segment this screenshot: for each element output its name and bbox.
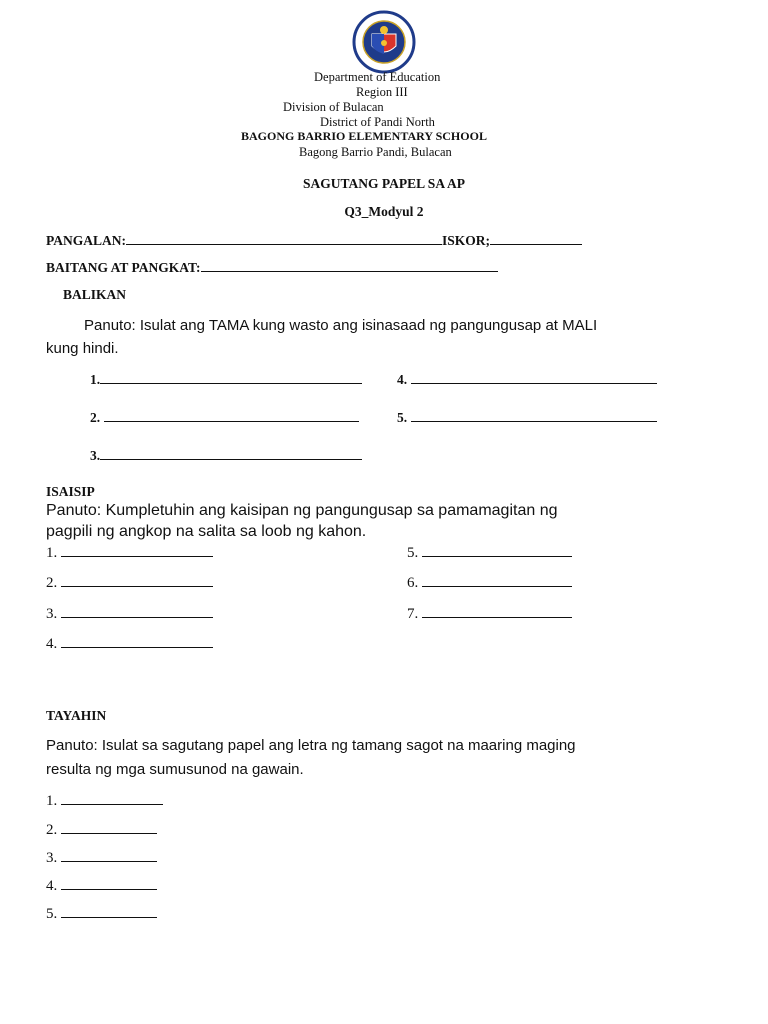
score-blank[interactable] (490, 232, 582, 245)
isaisip-item-6: 6. (407, 574, 572, 592)
grade-blank[interactable] (201, 259, 498, 272)
name-label: PANGALAN: (46, 233, 126, 248)
answer-blank[interactable] (61, 605, 213, 618)
answer-blank[interactable] (61, 821, 157, 834)
answer-blank[interactable] (61, 792, 163, 805)
isaisip-item-2: 2. (46, 574, 213, 592)
deped-seal-icon (352, 10, 416, 74)
balikan-item-3: 3. (90, 447, 362, 464)
answer-blank[interactable] (422, 544, 572, 557)
school-name: BAGONG BARRIO ELEMENTARY SCHOOL (241, 129, 487, 143)
answer-blank[interactable] (61, 877, 157, 890)
answer-blank[interactable] (411, 409, 657, 422)
tayahin-item-1: 1. (46, 792, 163, 810)
department-name: Department of Education (314, 70, 441, 84)
answer-blank[interactable] (61, 544, 213, 557)
page-title: SAGUTANG PAPEL SA AP (303, 176, 465, 191)
answer-blank[interactable] (104, 409, 359, 422)
tayahin-instruction-line2: resulta ng mga sumusunod na gawain. (46, 761, 304, 778)
tayahin-item-4: 4. (46, 877, 157, 895)
isaisip-item-4: 4. (46, 635, 213, 653)
division-name: Division of Bulacan (283, 100, 384, 114)
name-blank[interactable] (126, 232, 442, 245)
tayahin-heading: TAYAHIN (46, 708, 107, 723)
isaisip-item-1: 1. (46, 544, 213, 562)
region-name: Region III (356, 85, 408, 99)
grade-field-row (46, 259, 498, 276)
answer-blank[interactable] (61, 574, 213, 587)
tayahin-item-3: 3. (46, 849, 157, 867)
name-field-row (46, 232, 582, 249)
isaisip-item-7: 7. (407, 605, 572, 623)
answer-blank[interactable] (100, 447, 362, 460)
balikan-heading: BALIKAN (63, 287, 127, 302)
page-subtitle: Q3_Modyul 2 (344, 204, 424, 219)
tayahin-item-5: 5. (46, 905, 157, 923)
balikan-item-5: 5. (397, 409, 657, 426)
balikan-instruction-line2: kung hindi. (46, 340, 119, 357)
score-label: ISKOR; (442, 233, 491, 248)
balikan-item-1: 1. (90, 371, 362, 388)
school-address: Bagong Barrio Pandi, Bulacan (299, 145, 452, 159)
tayahin-instruction-line1: Panuto: Isulat sa sagutang papel ang letra ng tamang sagot na maaring maging (46, 737, 576, 754)
answer-blank[interactable] (61, 905, 157, 918)
answer-blank[interactable] (422, 574, 572, 587)
balikan-instruction-line1: Panuto: Isulat ang TAMA kung wasto ang isinasaad ng pangungusap at MALI (84, 317, 598, 334)
isaisip-item-3: 3. (46, 605, 213, 623)
isaisip-item-5: 5. (407, 544, 572, 562)
balikan-item-4: 4. (397, 371, 657, 388)
balikan-item-2: 2. (90, 409, 359, 426)
answer-blank[interactable] (100, 371, 362, 384)
answer-blank[interactable] (422, 605, 572, 618)
isaisip-heading: ISAISIP (46, 484, 95, 499)
isaisip-instruction-line2: pagpili ng angkop na salita sa loob ng kahon. (46, 523, 367, 540)
answer-blank[interactable] (61, 635, 213, 648)
district-name: District of Pandi North (320, 115, 435, 129)
grade-label: BAITANG AT PANGKAT: (46, 260, 201, 275)
tayahin-item-2: 2. (46, 821, 157, 839)
answer-blank[interactable] (411, 371, 657, 384)
answer-blank[interactable] (61, 849, 157, 862)
isaisip-instruction-line1: Panuto: Kumpletuhin ang kaisipan ng pangungusap sa pamamagitan ng (46, 502, 558, 519)
